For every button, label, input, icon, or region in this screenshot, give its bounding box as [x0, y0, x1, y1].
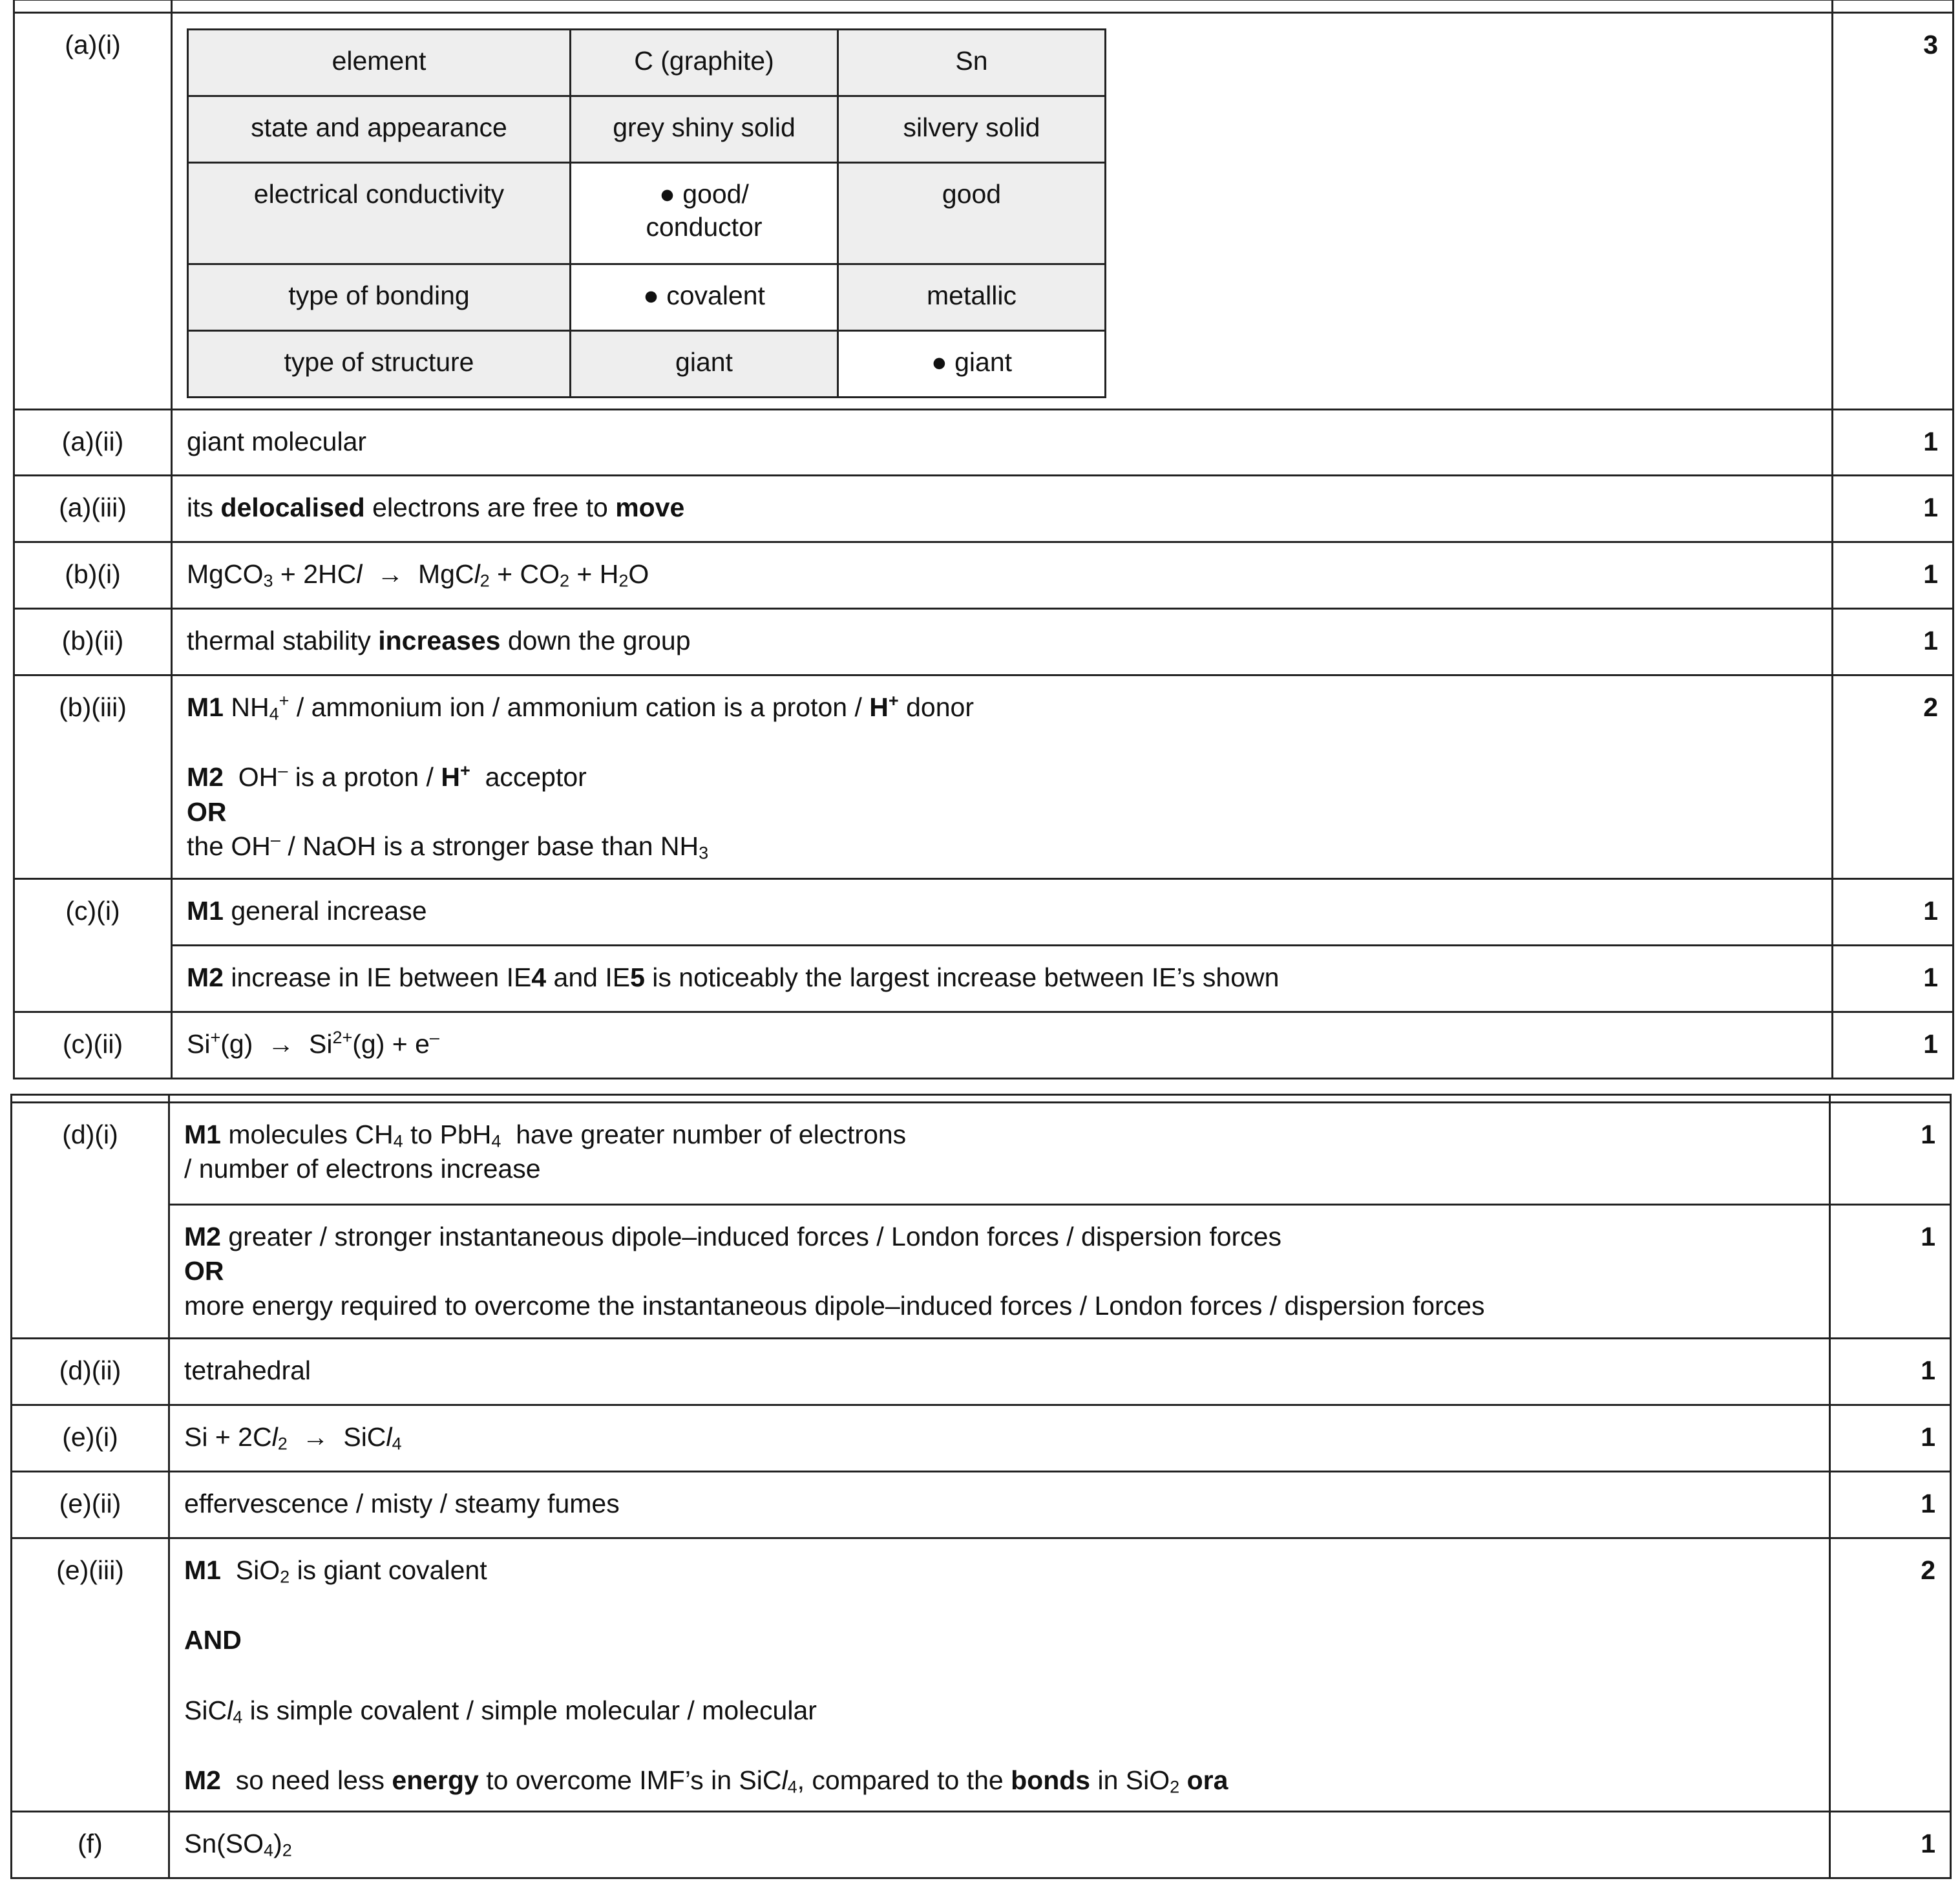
text: down the group — [507, 626, 691, 655]
mark-point-label: M1 — [184, 1555, 221, 1585]
question-number: (c)(ii) — [14, 1012, 172, 1079]
question-number: (a)(i) — [14, 13, 172, 410]
equation — [172, 542, 1833, 609]
question-number: (e)(iii) — [12, 1538, 169, 1812]
mark-scheme-table-2 — [10, 1094, 1952, 1879]
arrow: → — [302, 1422, 329, 1452]
mark-point-label: M1 — [187, 896, 224, 926]
table-row — [12, 1103, 1951, 1205]
m2-line — [184, 1220, 1815, 1254]
table-row — [14, 542, 1954, 609]
keyword: 5 — [630, 962, 645, 992]
table-row — [14, 609, 1954, 675]
m1-line — [187, 690, 1817, 725]
table-row — [12, 1205, 1951, 1339]
formula: Si — [187, 1029, 211, 1059]
formula: SiO — [235, 1555, 280, 1585]
text: the OH — [187, 831, 271, 861]
subscript: 4 — [269, 704, 279, 724]
text: , compared to the — [797, 1765, 1004, 1795]
or-line — [184, 1254, 1815, 1288]
sn-value: silvery solid — [838, 96, 1106, 163]
answer-cell — [169, 1103, 1830, 1205]
table-row-top-border — [12, 1095, 1951, 1103]
marks: 1 — [1830, 1205, 1951, 1339]
marks: 1 — [1833, 542, 1954, 609]
table-row — [14, 879, 1954, 946]
text: in SiO — [1097, 1765, 1170, 1795]
alt-line: more energy required to overcome the instantaneous dipole–induced forces / London forces / dispersion forces — [184, 1290, 1485, 1321]
keyword: move — [615, 493, 685, 522]
text: electrons are free to — [372, 493, 608, 522]
subscript: 2 — [559, 571, 570, 591]
marks: 3 — [1833, 13, 1954, 410]
italic-l: l — [474, 559, 480, 589]
marks: 1 — [1833, 1012, 1954, 1079]
subscript: 4 — [264, 1840, 274, 1860]
keyword: bonds — [1011, 1765, 1091, 1795]
superscript: + — [279, 691, 290, 711]
superscript: + — [888, 691, 899, 711]
answer-line: ● good/ — [659, 179, 749, 209]
formula: OH — [238, 762, 279, 792]
formula: (g) + e — [352, 1029, 430, 1059]
mark-point-label: M2 — [187, 762, 224, 792]
marks: 1 — [1830, 1339, 1951, 1405]
m2-line: M2 so need less energy to overcome IMF’s in SiCl$_4$, compared to the bonds in SiO$_2$ ora — [184, 1765, 1228, 1797]
subscript: 2 — [277, 1434, 288, 1454]
subscript: 2 — [1170, 1777, 1180, 1797]
text: and IE — [553, 962, 631, 992]
question-number: (a)(ii) — [14, 410, 172, 476]
text: molecules CH — [228, 1120, 394, 1149]
graphite-value: giant — [571, 331, 838, 398]
properties-header-row — [188, 30, 1106, 96]
properties-row — [188, 163, 1106, 264]
formula: Si — [308, 1029, 333, 1059]
keyword: energy — [392, 1765, 479, 1795]
superscript: 2+ — [332, 1028, 353, 1048]
table-row — [14, 1012, 1954, 1079]
mark-point-label: M1 — [187, 692, 224, 722]
marks: 2 — [1833, 675, 1954, 879]
answer-text — [172, 879, 1833, 946]
table-row — [14, 946, 1954, 1012]
property-label: electrical conductivity — [188, 163, 571, 264]
subscript: 2 — [282, 1840, 292, 1860]
answer-text — [172, 476, 1833, 542]
question-number: (e)(i) — [12, 1405, 169, 1472]
text: to PbH — [410, 1120, 492, 1149]
header-graphite: C (graphite) — [571, 30, 838, 96]
formula: + 2HC — [280, 559, 357, 589]
table-row — [14, 13, 1954, 410]
marks: 1 — [1830, 1405, 1951, 1472]
table-row — [12, 1472, 1951, 1538]
sn-answer: ● giant — [838, 331, 1106, 398]
answer-text — [172, 609, 1833, 675]
question-number: (d)(i) — [12, 1103, 169, 1339]
italic-l: l — [386, 1422, 392, 1452]
question-number: (d)(ii) — [12, 1339, 169, 1405]
question-number: (a)(iii) — [14, 476, 172, 542]
text: general increase — [231, 896, 427, 926]
subscript: 2 — [618, 571, 629, 591]
text: donor — [906, 692, 974, 722]
subscript: 4 — [393, 1131, 403, 1151]
marks: 2 — [1830, 1538, 1951, 1812]
marks: 1 — [1833, 879, 1954, 946]
formula: Si + 2C — [184, 1422, 272, 1452]
formula: ) — [273, 1829, 282, 1858]
formula: MgC — [417, 559, 474, 589]
table-row — [12, 1812, 1951, 1878]
table-row-top-border — [14, 0, 1954, 13]
property-label: state and appearance — [188, 96, 571, 163]
marks: 1 — [1833, 946, 1954, 1012]
text: is noticeably the largest increase between IE’s shown — [652, 962, 1280, 992]
text: is simple covalent / simple molecular / molecular — [249, 1695, 817, 1725]
answer-cell — [169, 1205, 1830, 1339]
marks: 1 — [1833, 410, 1954, 476]
formula: Sn(SO — [184, 1829, 264, 1858]
or-line — [187, 795, 1817, 829]
formula: MgCO — [187, 559, 264, 589]
table-row — [12, 1339, 1951, 1405]
and-label: AND — [184, 1625, 242, 1655]
equation — [169, 1405, 1830, 1472]
properties-table — [187, 28, 1106, 398]
marks: 1 — [1833, 476, 1954, 542]
question-number: (b)(iii) — [14, 675, 172, 879]
answer-text — [172, 946, 1833, 1012]
answer-line: conductor — [646, 212, 763, 242]
text: have greater number of electrons — [516, 1120, 907, 1149]
sn-value: metallic — [838, 264, 1106, 331]
answer-cell — [172, 13, 1833, 410]
marks: 1 — [1830, 1472, 1951, 1538]
subscript: 4 — [233, 1707, 243, 1727]
m1-line — [184, 1553, 1815, 1588]
properties-row — [188, 331, 1106, 398]
graphite-answer — [571, 163, 838, 264]
marks: 1 — [1830, 1103, 1951, 1205]
keyword: increases — [378, 626, 501, 655]
property-label: type of structure — [188, 331, 571, 398]
subscript: 3 — [699, 843, 709, 863]
keyword: ora — [1186, 1765, 1228, 1795]
alt-line — [187, 829, 1817, 864]
formula: NH — [231, 692, 269, 722]
subscript: 4 — [491, 1131, 501, 1151]
formula: O — [628, 559, 649, 589]
keyword: delocalised — [220, 493, 365, 522]
text: to overcome IMF’s in SiC — [486, 1765, 782, 1795]
m2-line — [187, 760, 1817, 794]
text: / NaOH is a stronger base than NH — [288, 831, 699, 861]
mark-point-label: M2 — [184, 1765, 221, 1795]
question-number: (f) — [12, 1812, 169, 1878]
or-label: OR — [187, 796, 227, 827]
superscript: + — [459, 761, 470, 781]
mark-point-label: M1 — [184, 1120, 221, 1149]
equation — [172, 1012, 1833, 1079]
formula: SiC — [184, 1695, 227, 1725]
m1-line — [184, 1118, 1815, 1152]
table-row — [14, 476, 1954, 542]
answer-cell — [172, 675, 1833, 879]
superscript: – — [278, 761, 288, 781]
mark-point-label: M2 — [184, 1222, 221, 1251]
subscript: 2 — [280, 1567, 290, 1587]
formula: + CO — [497, 559, 560, 589]
equation — [169, 1812, 1830, 1878]
text: thermal stability — [187, 626, 371, 655]
answer-text: tetrahedral — [169, 1339, 1830, 1405]
text: its — [187, 493, 213, 522]
arrow: → — [377, 559, 404, 589]
text: is giant covalent — [297, 1555, 487, 1585]
graphite-value: grey shiny solid — [571, 96, 838, 163]
table-row — [14, 410, 1954, 476]
header-element: element — [188, 30, 571, 96]
question-number: (c)(i) — [14, 879, 172, 1012]
sn-value: good — [838, 163, 1106, 264]
table-row — [12, 1538, 1951, 1812]
italic-l: l — [356, 559, 363, 589]
text: / ammonium ion / ammonium cation is a proton / — [296, 692, 862, 722]
property-label: type of bonding — [188, 264, 571, 331]
or-label: OR — [184, 1256, 224, 1286]
formula: (g) — [220, 1029, 253, 1059]
subscript: 2 — [479, 571, 490, 591]
subscript: 3 — [263, 571, 273, 591]
answer-cell — [169, 1538, 1830, 1812]
table-row — [14, 675, 1954, 879]
italic-l: l — [271, 1422, 278, 1452]
sicl-line: SiCl$_4$ is simple covalent / simple molecular / molecular — [184, 1695, 817, 1727]
mark-point-label: M2 — [187, 962, 224, 992]
answer-text: giant molecular — [172, 410, 1833, 476]
mark-scheme-table-1 — [13, 0, 1954, 1079]
text: acceptor — [485, 762, 587, 792]
answer-text: effervescence / misty / steamy fumes — [169, 1472, 1830, 1538]
m1-line-2: / number of electrons increase — [184, 1154, 541, 1184]
table-row — [12, 1405, 1951, 1472]
marks: 1 — [1833, 609, 1954, 675]
properties-row — [188, 96, 1106, 163]
question-number: (b)(ii) — [14, 609, 172, 675]
text: increase in IE between IE — [231, 962, 532, 992]
text: so need less — [235, 1765, 385, 1795]
formula: + H — [576, 559, 619, 589]
keyword: 4 — [531, 962, 547, 992]
arrow: → — [268, 1029, 295, 1059]
graphite-answer: ● covalent — [571, 264, 838, 331]
text: is a proton / — [295, 762, 434, 792]
question-number: (e)(ii) — [12, 1472, 169, 1538]
question-number: (b)(i) — [14, 542, 172, 609]
text: greater / stronger instantaneous dipole–induced forces / London forces / dispersion forces — [228, 1222, 1281, 1251]
formula: SiC — [343, 1422, 386, 1452]
superscript: + — [210, 1028, 221, 1048]
header-sn: Sn — [838, 30, 1106, 96]
superscript: – — [270, 830, 280, 850]
subscript: 4 — [392, 1434, 402, 1454]
properties-row — [188, 264, 1106, 331]
subscript: 4 — [787, 1777, 797, 1797]
keyword: H — [869, 692, 889, 722]
superscript: – — [429, 1028, 439, 1048]
marks: 1 — [1830, 1812, 1951, 1878]
and-line — [184, 1623, 1815, 1657]
keyword: H — [441, 762, 460, 792]
